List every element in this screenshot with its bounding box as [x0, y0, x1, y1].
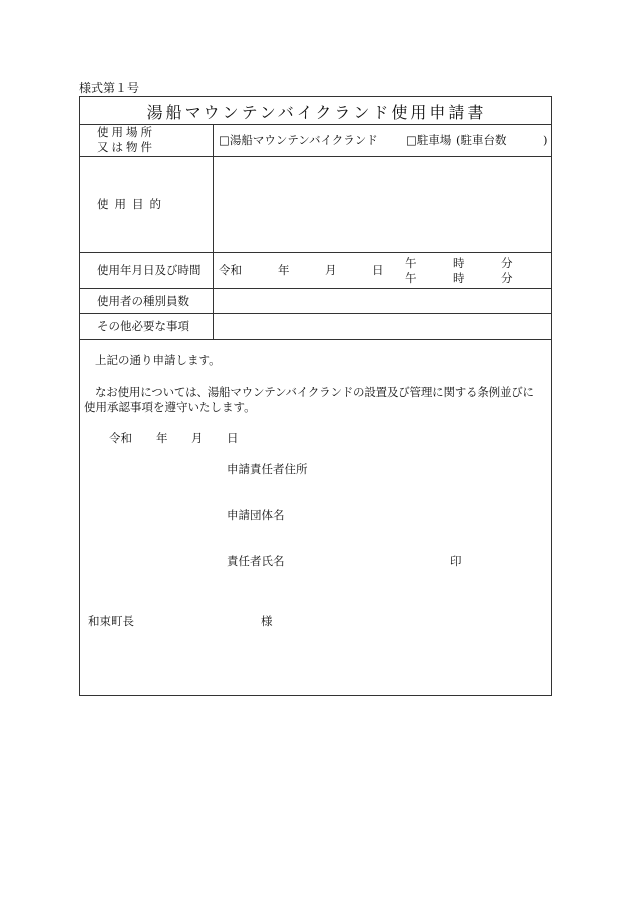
parking-count-close: ): [543, 133, 548, 147]
end-minute: 分: [501, 271, 513, 285]
users-field[interactable]: [214, 289, 550, 312]
start-hour: 時: [453, 256, 465, 270]
start-minute: 分: [501, 256, 513, 270]
purpose-label: 使用目的: [97, 197, 167, 211]
honorific: 様: [261, 614, 273, 628]
application-date-era: 令和: [109, 431, 132, 445]
end-noon: 午: [405, 271, 417, 285]
datetime-year: 年: [278, 263, 290, 277]
datetime-era: 令和: [219, 263, 242, 277]
datetime-day: 日: [372, 263, 384, 277]
other-field[interactable]: [214, 314, 550, 338]
pledge-line-1: なお使用については、湯船マウンテンバイクランドの設置及び管理に関する条例並びに: [95, 385, 534, 399]
datetime-month: 月: [325, 263, 337, 277]
form-title: 湯船マウンテンバイクランド使用申請書: [146, 103, 487, 122]
other-label: その他必要な事項: [97, 319, 189, 333]
application-date-month: 月: [191, 431, 203, 445]
place-option-parking[interactable]: □駐車場: [406, 133, 452, 147]
seal-mark: 印: [450, 554, 462, 568]
group-name-label: 申請団体名: [227, 508, 285, 522]
pledge-line-2: 使用承認事項を遵守いたします。: [84, 400, 256, 414]
divider-purpose: [80, 252, 551, 253]
apply-statement: 上記の通り申請します。: [95, 353, 221, 367]
application-date-year: 年: [156, 431, 168, 445]
end-hour: 時: [453, 271, 465, 285]
applicant-address-label: 申請責任者住所: [227, 462, 308, 476]
place-label-line1: 使用場所: [97, 125, 155, 139]
place-label-line2: 又は物件: [97, 140, 155, 154]
application-date-day: 日: [227, 431, 239, 445]
parking-count-label: (駐車台数: [456, 133, 507, 147]
purpose-field[interactable]: [214, 157, 550, 251]
users-label: 使用者の種別員数: [97, 294, 189, 308]
datetime-label: 使用年月日及び時間: [97, 263, 201, 277]
start-noon: 午: [405, 256, 417, 270]
responsible-person-label: 責任者氏名: [227, 554, 285, 568]
recipient: 和束町長: [88, 614, 134, 628]
place-option-mtb-land[interactable]: □湯船マウンテンバイクランド: [219, 133, 378, 147]
application-form: [79, 96, 552, 696]
divider-other: [80, 339, 551, 340]
form-number: 様式第１号: [79, 81, 140, 95]
